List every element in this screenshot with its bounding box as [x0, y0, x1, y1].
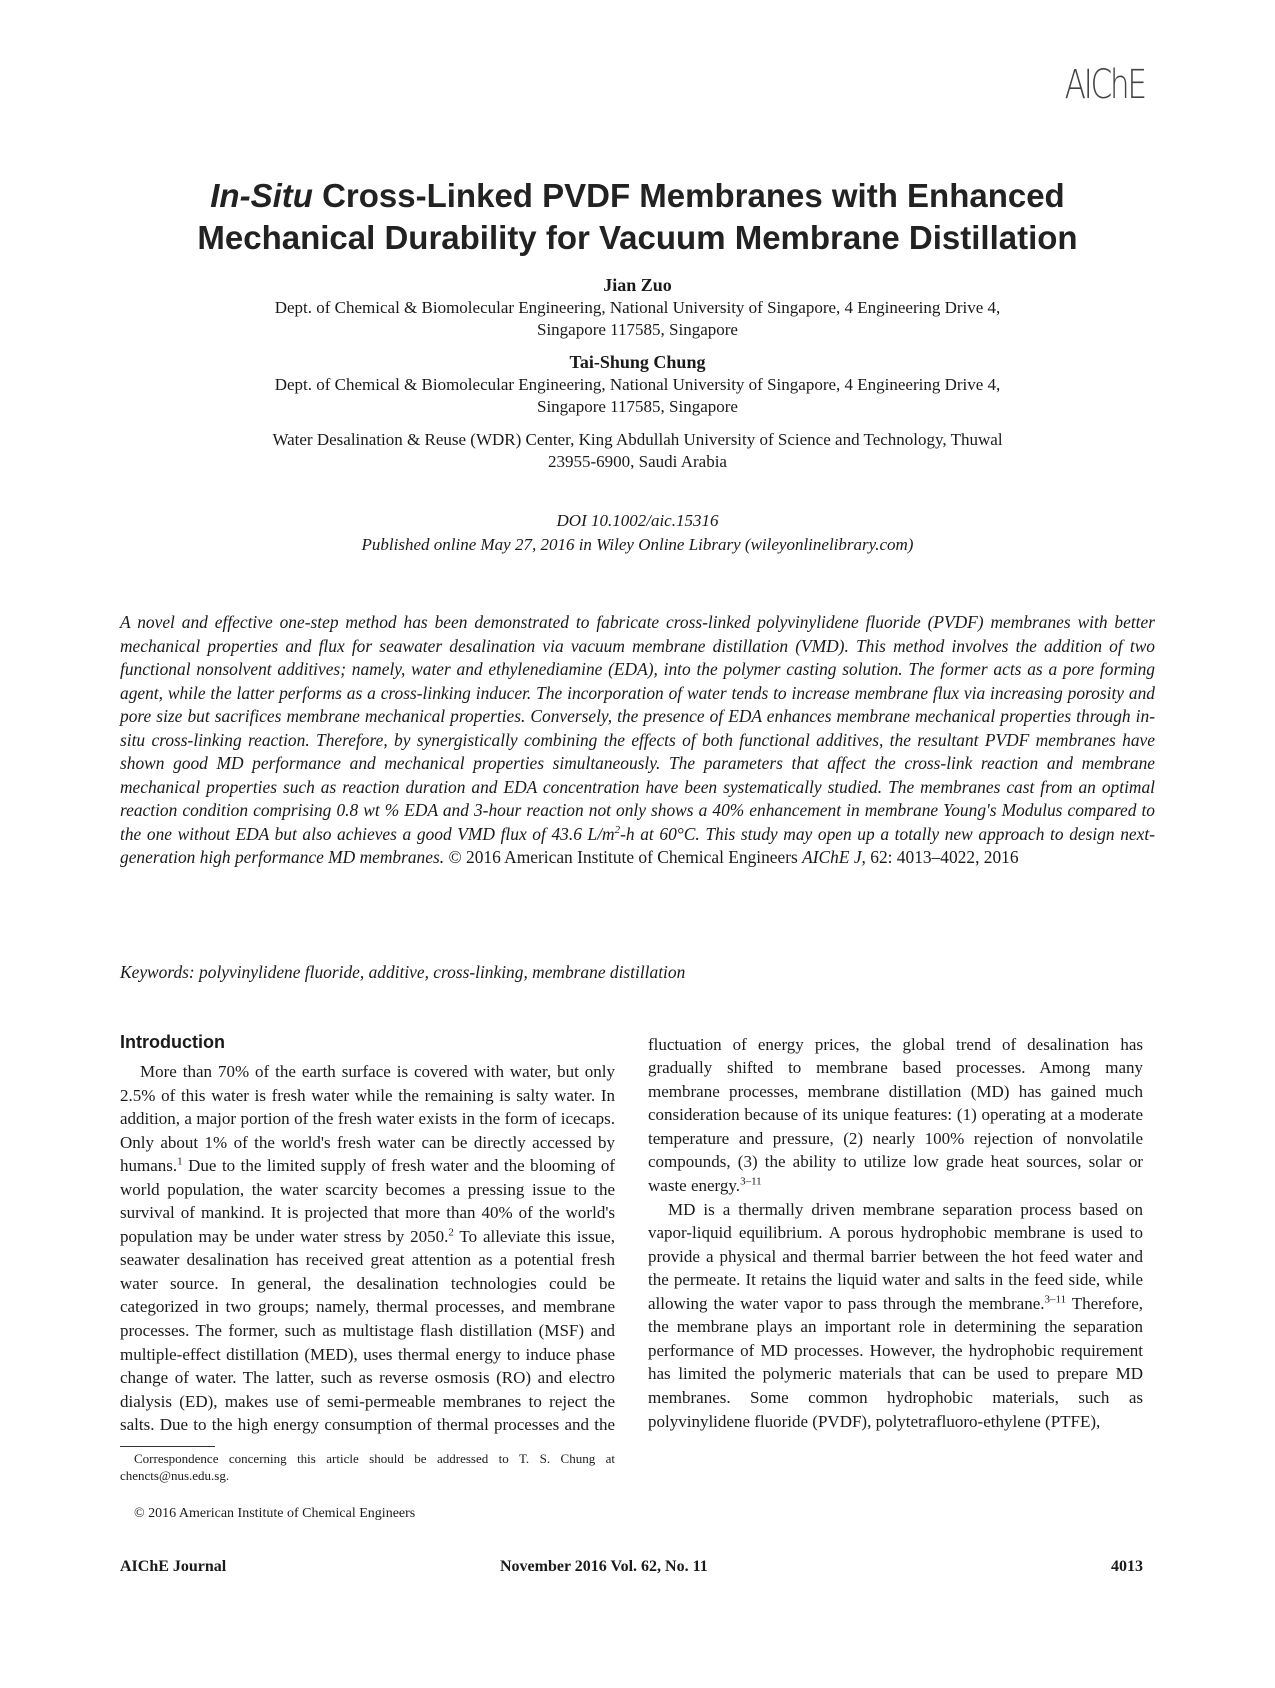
affiliation-line: Singapore 117585, Singapore [537, 397, 738, 416]
published-online: Published online May 27, 2016 in Wiley Online Library (wileyonlinelibrary.com) [361, 535, 914, 554]
affiliation-line: Dept. of Chemical & Biomolecular Engineering, National University of Singapore, 4 Engineering Drive 4, [274, 375, 1001, 394]
text-run: MD is a thermally driven membrane separation process based on vapor-liquid equilibrium. A porous hydrophobic membrane is used to provide a physical and thermal barrier between the hot feed water and the permeate. It retains the liquid water and salts in the feed side, while allowing the water vapor to pass through the membrane. [648, 1199, 1143, 1313]
journal-abbrev: AIChE J [802, 847, 862, 868]
intro-paragraph-1 [120, 1060, 615, 1436]
abstract-body: A novel and effective one-step method has been demonstrated to fabricate cross-linked polyvinylidene fluoride (PVDF) membranes with better mechanical properties and flux for seawater desalination via vacuum membrane distillation (VMD). This method involves the addition of two functional nonsolvent additives; namely, water and ethylenediamine (EDA), into the polymer casting solution. The former acts as a pore forming agent, while the latter performs as a cross-linking inducer. The incorporation of water tends to increase membrane flux via increasing porosity and pore size but sacrifices membrane mechanical properties. Conversely, the presence of EDA enhances membrane mechanical properties through in-situ cross-linking reaction. Therefore, by synergistically combining the effects of both functional additives, the resultant PVDF membranes have shown good MD performance and mechanical properties simultaneously. The parameters that affect the cross-link reaction and membrane mechanical properties such as reaction duration and EDA concentration have been systematically studied. The membranes cast from an optimal reaction condition comprising 0.8 wt % EDA and 3-hour reaction not only shows a 40% enhancement in membrane Young's Modulus compared to the one without EDA but also achieves a good VMD flux of 43.6 L/m [120, 612, 1155, 844]
text-run: To alleviate this issue, seawater desalination has received great attention as a potential fresh water source. In general, the desalination technologies could be categorized in two groups; namely, thermal processes, and membrane processes. The former, such as multistage flash distillation (MSF) and multiple-effect distillation (MED), uses thermal energy to induce phase change of water. The latter, such as reverse osmosis (RO) and electro dialysis (ED), makes use of semi-permeable membranes to reject the salts. Due to the high energy consumption of thermal processes and the [120, 1226, 615, 1435]
citation: , 62: 4013–4022, 2016 [861, 847, 1019, 868]
text-run: Due to the limited supply of fresh water and the blooming of world population, the water scarcity becomes a pressing issue to the survival of mankind. It is projected that more than 40% of the world's population may be under water stress by 2050. [120, 1156, 615, 1246]
text-run: More than 70% of the earth surface is covered with water, but only 2.5% of this water is fresh water while the remaining is salty water. In addition, a major portion of the fresh water exists in the form of icecaps. Only about 1% of the world's fresh water can be directly accessed by humans. [120, 1062, 615, 1176]
section-heading-introduction: Introduction [120, 1032, 225, 1052]
affiliation-line: Singapore 117585, Singapore [537, 320, 738, 339]
abstract-body-end: -h at 60°C. This study may open up a totally new approach to design next-generation high performance MD membranes. [120, 823, 1155, 868]
author-name-2: Tai-Shung Chung [569, 352, 706, 372]
footer-journal: AIChE Journal [120, 1558, 227, 1575]
title-line2: Mechanical Durability for Vacuum Membrane Distillation [197, 219, 1078, 256]
author-affiliation-1 [120, 297, 1155, 341]
footnote-rule [120, 1446, 215, 1447]
intro-paragraph-1-cont [648, 1032, 1143, 1198]
affiliation-line: 23955-6900, Saudi Arabia [548, 452, 727, 471]
text-run: fluctuation of energy prices, the global trend of desalination has gradually shifted to membrane based processes. Among many membrane processes, membrane distillation (MD) has gained much consideration because of its unique features: (1) operating at a moderate temperature and pressure, (2) nearly 100% rejection of nonvolatile compounds, (3) the ability to utilize low grade heat sources, solar or waste energy. [648, 1034, 1143, 1196]
author-affiliation-2b [120, 429, 1155, 473]
author-affiliation-2 [120, 374, 1155, 418]
title-italic: In-Situ [210, 177, 313, 214]
citation-ref: 3–11 [740, 1175, 762, 1188]
intro-column-right [648, 1032, 1143, 1520]
title-line1: Cross-Linked PVDF Membranes with Enhanced [312, 177, 1065, 214]
affiliation-line: Dept. of Chemical & Biomolecular Engineering, National University of Singapore, 4 Engineering Drive 4, [274, 298, 1001, 317]
column-continuation [648, 1032, 1143, 1433]
affiliation-line: Water Desalination & Reuse (WDR) Center, King Abdullah University of Science and Technology, Thuwal [272, 430, 1003, 449]
copyright-notice: © 2016 American Institute of Chemical Engineers [134, 1506, 416, 1521]
correspondence-footnote: Correspondence concerning this article should be addressed to T. S. Chung at chencts@nus.edu.sg. [120, 1451, 615, 1483]
citation-ref: 1 [177, 1155, 183, 1168]
doi: DOI 10.1002/aic.15316 [556, 511, 719, 530]
footer-issue: November 2016 Vol. 62, No. 11 [500, 1558, 708, 1575]
abstract [120, 611, 1155, 870]
abstract-copyright: © 2016 American Institute of Chemical Engineers [444, 847, 803, 868]
article-title [120, 175, 1155, 259]
keywords: Keywords: polyvinylidene fluoride, additive, cross-linking, membrane distillation [120, 962, 686, 982]
intro-column-left [120, 1060, 615, 1436]
abstract-sup: 2 [614, 824, 621, 837]
citation-ref: 3–11 [1044, 1293, 1067, 1306]
text-run: Therefore, the membrane plays an important role in determining the separation performance of MD processes. However, the hydrophobic requirement has limited the polymeric materials that can be used to prepare MD membranes. Some common hydrophobic materials, such as polyvinylidene fluoride (PVDF), polytetrafluoro-ethylene (PTFE), [648, 1293, 1143, 1431]
intro-paragraph-2 [648, 1198, 1143, 1433]
author-name-1: Jian Zuo [603, 275, 672, 295]
page-number: 4013 [1111, 1558, 1143, 1575]
journal-logo: AIChE [1064, 62, 1145, 108]
citation-ref: 2 [448, 1226, 454, 1239]
